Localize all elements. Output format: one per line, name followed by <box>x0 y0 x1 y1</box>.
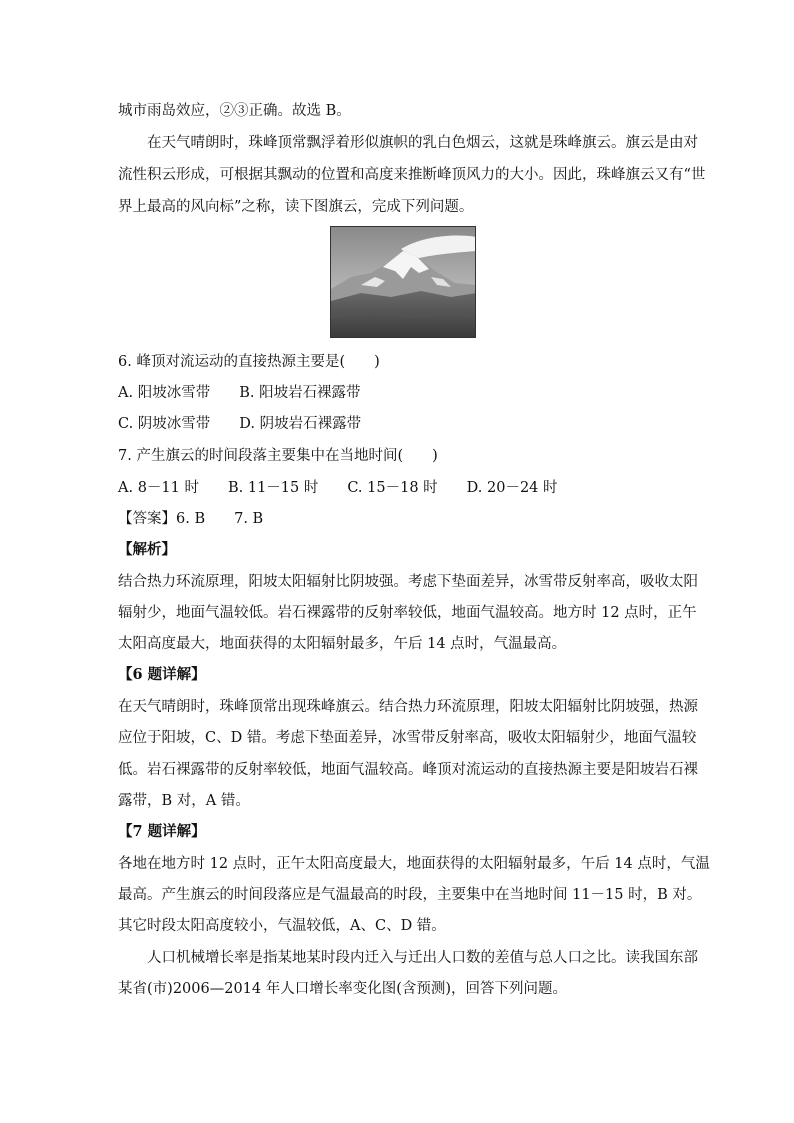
text-line: 太阳高度最大，地面获得的太阳辐射最多，午后 14 点时，气温最高。 <box>118 636 567 652</box>
text-line: 辐射少，地面气温较低。岩石裸露带的反射率较低，地面气温较高。地方时 12 点时，正午 <box>118 605 697 621</box>
paragraph-flag-cloud-intro: 在天气晴朗时，珠峰顶常飘浮着形似旗帜的乳白色烟云，这就是珠峰旗云。旗云是由对 <box>147 135 698 151</box>
text-line: 最高。产生旗云的时间段落应是气温最高的时段，主要集中在当地时间 11－15 时，B 对。 <box>118 887 702 903</box>
question-6: 6. 峰顶对流运动的直接热源主要是( ) <box>118 354 380 370</box>
paragraph-population: 人口机械增长率是指某地某时段内迁入与迁出人口数的差值与总人口之比。读我国东部 <box>147 950 698 966</box>
question-7-options: A. 8－11 时 B. 11－15 时 C. 15－18 时 D. 20－24 时 <box>118 480 558 496</box>
text-line: 流性积云形成，可根据其飘动的位置和高度来推断峰顶风力的大小。因此，珠峰旗云又有“世 <box>118 167 706 183</box>
question-7: 7. 产生旗云的时间段落主要集中在当地时间( ) <box>118 448 438 464</box>
text-line: 各地在地方时 12 点时，正午太阳高度最大，地面获得的太阳辐射最多，午后 14 点时，气温 <box>118 856 710 872</box>
answer-line: 【答案】6. B 7. B <box>118 511 264 527</box>
text-line: 其它时段太阳高度较小，气温较低，A、C、D 错。 <box>118 918 446 934</box>
q6-detail-heading: 【6 题详解】 <box>118 666 206 683</box>
text-line: 低。岩石裸露带的反射率较低，地面气温较高。峰顶对流运动的直接热源主要是阳坡岩石裸 <box>118 762 698 778</box>
analysis-heading: 【解析】 <box>118 541 176 558</box>
text-line: 露带，B 对，A 错。 <box>118 793 250 809</box>
text-line: 结合热力环流原理，阳坡太阳辐射比阴坡强。考虑下垫面差异，冰雪带反射率高，吸收太阳 <box>118 574 698 590</box>
text-line: 在天气晴朗时，珠峰顶常出现珠峰旗云。结合热力环流原理，阳坡太阳辐射比阴坡强，热源 <box>118 699 698 715</box>
q7-detail-heading: 【7 题详解】 <box>118 823 206 840</box>
question-6-options-ab: A. 阳坡冰雪带 B. 阳坡岩石裸露带 <box>118 385 361 401</box>
text-line: 城市雨岛效应，②③正确。故选 B。 <box>118 103 351 119</box>
text-line: 界上最高的风向标”之称，读下图旗云，完成下列问题。 <box>118 199 474 215</box>
text-line: 某省(市)2006—2014 年人口增长率变化图(含预测)，回答下列问题。 <box>118 981 568 997</box>
question-6-options-cd: C. 阴坡冰雪带 D. 阴坡岩石裸露带 <box>118 416 362 432</box>
mountain-flag-cloud-photo <box>330 226 476 338</box>
text-line: 应位于阳坡，C、D 错。考虑下垫面差异，冰雪带反射率高，吸收太阳辐射少，地面气温较 <box>118 730 697 746</box>
